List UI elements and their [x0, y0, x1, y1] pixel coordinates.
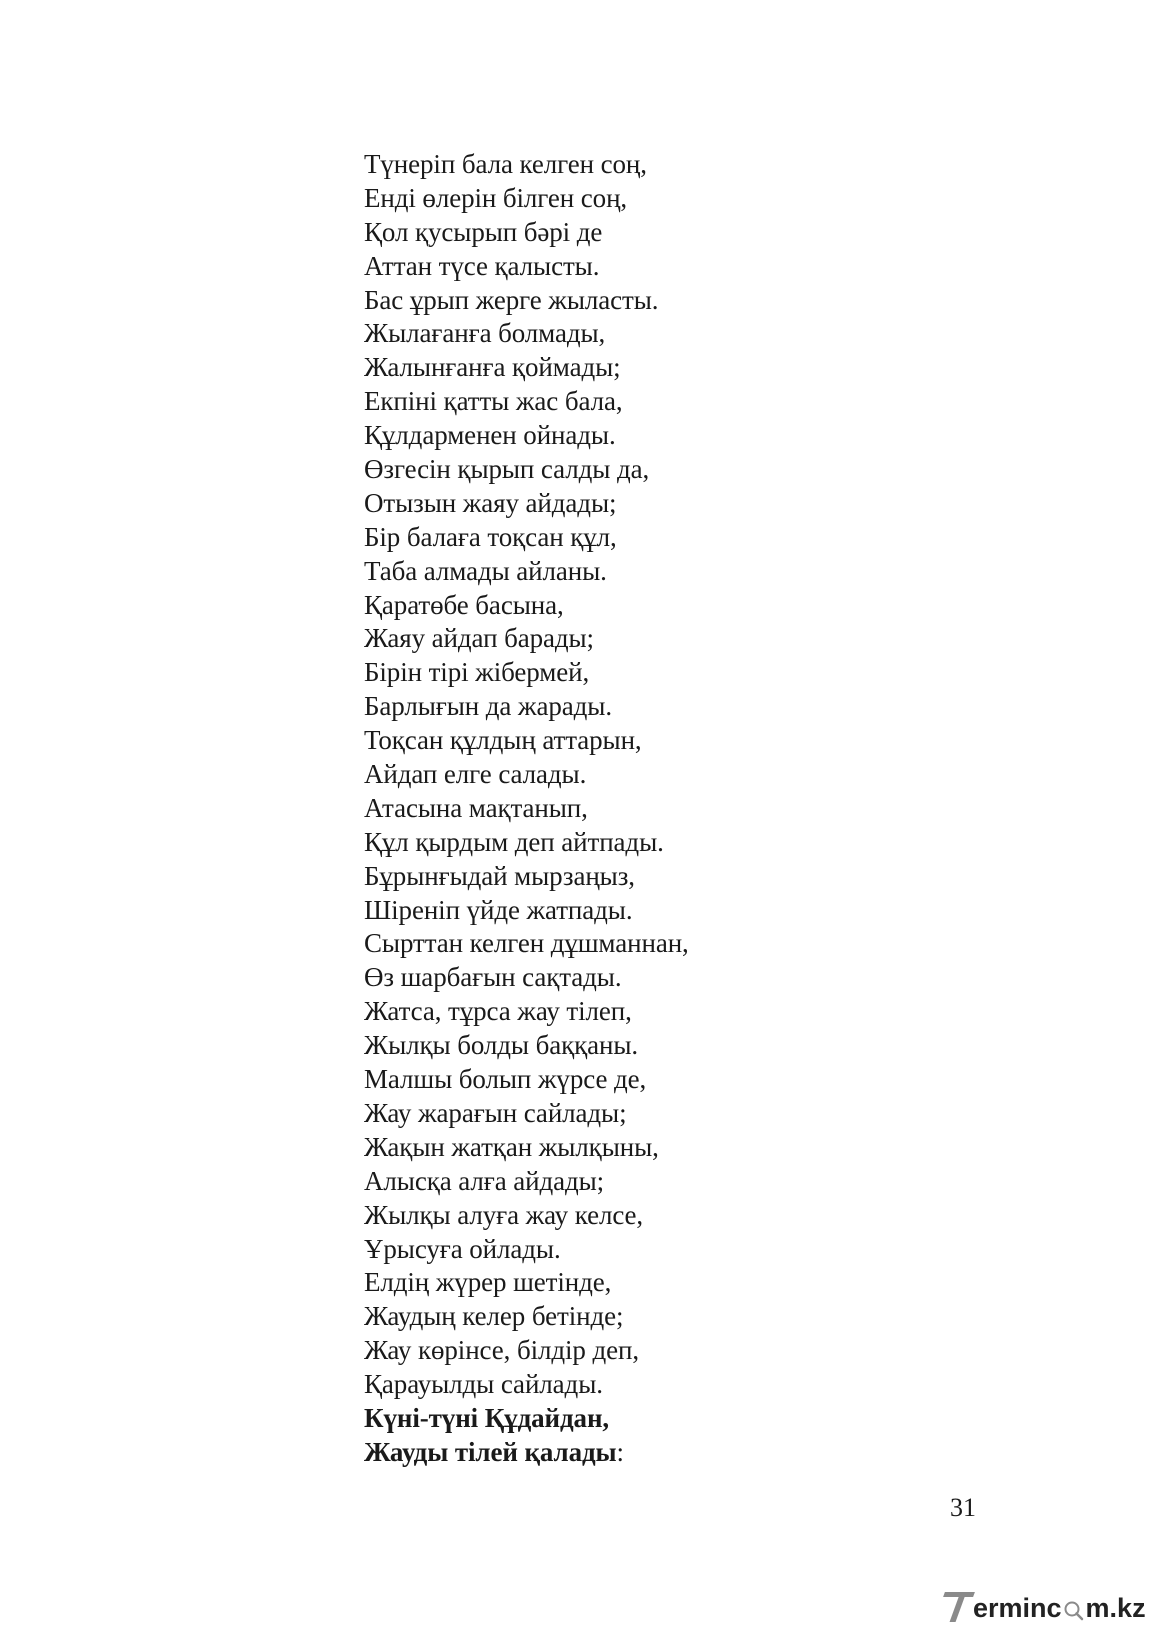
poem-line-text: Отызын жаяу айдады; [364, 487, 617, 518]
poem-line [364, 656, 689, 690]
poem-line [364, 1199, 689, 1233]
poem-line [364, 385, 689, 419]
poem-line [364, 826, 689, 860]
poem-line [364, 894, 689, 928]
poem-line-text: Жақын жатқан жылқыны, [364, 1131, 659, 1162]
poem-line [364, 216, 689, 250]
poem-line-text: Ұрысуға ойлады. [364, 1233, 561, 1264]
poem-line-text: Екпіні қатты жас бала, [364, 386, 623, 417]
poem-line-text: Жылқы алуға жау келсе, [364, 1199, 644, 1230]
poem-line-text: Жылағанға болмады, [364, 318, 606, 349]
poem-line [364, 1233, 689, 1267]
poem-line-text: Өзгесін қырып салды да, [364, 454, 650, 485]
poem-line-text: Жатса, тұрса жау тілеп, [364, 996, 632, 1027]
poem-line-text: Құл қырдым деп айтпады. [364, 826, 664, 857]
poem-line [364, 792, 689, 826]
poem-line-text: Таба алмады айланы. [364, 555, 607, 586]
poem-line-text: Жауды тілей қалады [364, 1436, 617, 1467]
logo-letter-t [944, 1588, 972, 1624]
poem-line-text: Қарауылды сайлады. [364, 1369, 603, 1400]
poem-line-text: Барлығын да жарады. [364, 691, 612, 722]
poem-line [364, 1165, 689, 1199]
poem-line [364, 1300, 689, 1334]
poem-line-text: Бір балаға тоқсан құл, [364, 521, 617, 552]
poem-line [364, 690, 689, 724]
magnifier-icon [1063, 1599, 1085, 1621]
poem-line-text: Өз шарбағын сақтады. [364, 962, 622, 993]
poem-line [364, 589, 689, 623]
poem-line-text: Жаудың келер бетінде; [364, 1301, 624, 1332]
poem-line [364, 1131, 689, 1165]
poem-line [364, 284, 689, 318]
poem-line-text: Түнеріп бала келген соң, [364, 149, 647, 179]
poem-line [364, 1097, 689, 1131]
watermark-text-start: erminc [973, 1593, 1062, 1623]
poem-line [364, 1063, 689, 1097]
watermark-text-end: m.kz [1085, 1593, 1146, 1623]
poem-line [364, 1436, 689, 1470]
poem-line-text: Сырттан келген дұшманнан, [364, 928, 689, 959]
poem-line [364, 860, 689, 894]
poem-line [364, 995, 689, 1029]
poem-line [364, 351, 689, 385]
poem-line-text: Бас ұрып жерге жыласты. [364, 284, 659, 315]
poem-line-text: Қол қусырып бәрі де [364, 216, 603, 247]
poem-line-text: Құлдарменен ойнады. [364, 420, 616, 451]
poem-line-text: Енді өлерін білген соң, [364, 182, 628, 213]
poem-line [364, 487, 689, 521]
poem-line [364, 724, 689, 758]
poem-line [364, 453, 689, 487]
poem-line [364, 927, 689, 961]
site-watermark [944, 1588, 1146, 1628]
poem-line-text: Малшы болып жүрсе де, [364, 1064, 647, 1095]
poem-line [364, 419, 689, 453]
poem-line [364, 622, 689, 656]
page-number: 31 [950, 1493, 976, 1522]
poem-line-text: Бірін тірі жібермей, [364, 657, 590, 688]
poem-line-text: Жаяу айдап барады; [364, 623, 594, 654]
poem-line-text: Алысқа алға айдады; [364, 1165, 605, 1196]
poem-line-text: Аттан түсе қалысты. [364, 250, 600, 281]
poem-line [364, 148, 689, 182]
poem-line-text: Тоқсан құлдың аттарын, [364, 725, 642, 756]
poem-line-text: Жау көрінсе, білдір деп, [364, 1335, 639, 1366]
poem-line-text: Жау жарағын сайлады; [364, 1097, 627, 1128]
poem-text [364, 148, 689, 1470]
poem-line [364, 758, 689, 792]
poem-line [364, 1402, 689, 1436]
poem-line-text: Жылқы болды баққаны. [364, 1030, 639, 1061]
poem-line [364, 1368, 689, 1402]
poem-line [364, 521, 689, 555]
poem-line-text: Қаратөбе басына, [364, 589, 564, 620]
poem-line-text: Елдің жүрер шетінде, [364, 1267, 612, 1298]
poem-line [364, 1266, 689, 1300]
poem-line-text: Жалынғанға қоймады; [364, 352, 621, 383]
poem-line-text: Атасына мақтанып, [364, 792, 588, 823]
poem-line [364, 961, 689, 995]
poem-line-text: Күні-түні Құдайдан, [364, 1402, 610, 1433]
poem-line-tail: : [616, 1436, 624, 1467]
poem-line-text: Шіреніп үйде жатпады. [364, 894, 633, 925]
poem-line [364, 1334, 689, 1368]
poem-line [364, 250, 689, 284]
poem-line-text: Бұрынғыдай мырзаңыз, [364, 860, 635, 891]
poem-line-text: Айдап елге салады. [364, 759, 587, 790]
poem-line [364, 1029, 689, 1063]
poem-line [364, 182, 689, 216]
poem-line [364, 555, 689, 589]
poem-line [364, 317, 689, 351]
